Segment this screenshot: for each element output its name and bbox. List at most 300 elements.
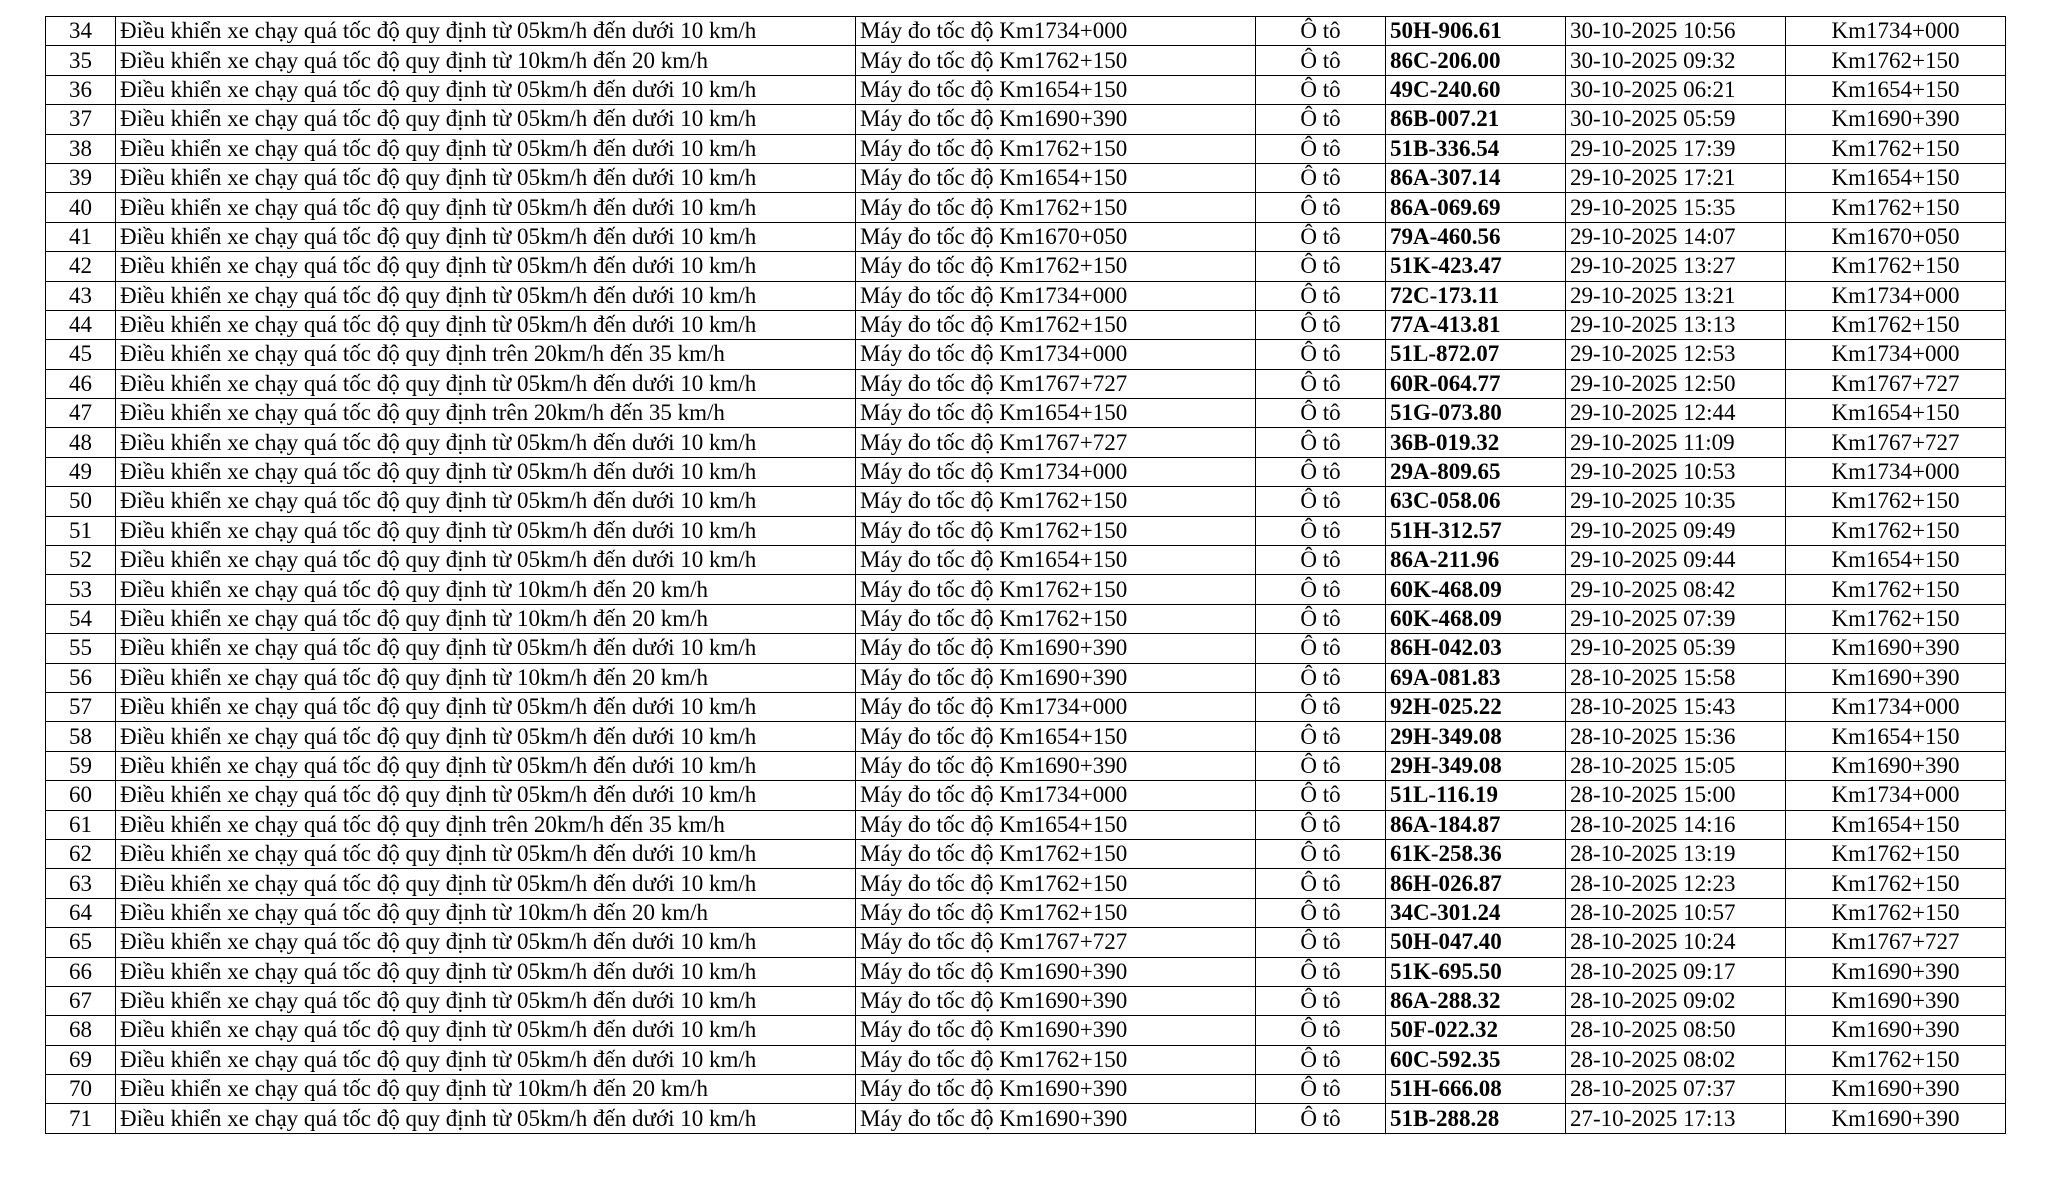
- row-number-cell: 42: [46, 252, 116, 281]
- vehicle-type-cell: Ô tô: [1256, 516, 1386, 545]
- violation-time-cell: 28-10-2025 15:05: [1566, 751, 1786, 780]
- license-plate-cell: 86H-026.87: [1386, 869, 1566, 898]
- table-row: [46, 692, 2006, 721]
- violation-time-cell: 28-10-2025 10:57: [1566, 898, 1786, 927]
- violation-location-cell: Km1690+390: [1786, 957, 2006, 986]
- vehicle-type-cell: Ô tô: [1256, 692, 1386, 721]
- license-plate-cell: 50H-906.61: [1386, 17, 1566, 46]
- detection-device-cell: Máy đo tốc độ Km1734+000: [856, 781, 1256, 810]
- license-plate-cell: 29H-349.08: [1386, 751, 1566, 780]
- vehicle-type-cell: Ô tô: [1256, 839, 1386, 868]
- violation-description-cell: Điều khiển xe chạy quá tốc độ quy định từ 05km/h đến dưới 10 km/h: [116, 487, 856, 516]
- detection-device-cell: Máy đo tốc độ Km1762+150: [856, 310, 1256, 339]
- row-number-cell: 46: [46, 369, 116, 398]
- vehicle-type-cell: Ô tô: [1256, 46, 1386, 75]
- row-number-cell: 49: [46, 457, 116, 486]
- table-row: [46, 457, 2006, 486]
- detection-device-cell: Máy đo tốc độ Km1762+150: [856, 1045, 1256, 1074]
- violation-time-cell: 28-10-2025 09:17: [1566, 957, 1786, 986]
- license-plate-cell: 86A-069.69: [1386, 193, 1566, 222]
- table-row: [46, 252, 2006, 281]
- violation-description-cell: Điều khiển xe chạy quá tốc độ quy định từ 05km/h đến dưới 10 km/h: [116, 369, 856, 398]
- license-plate-cell: 51G-073.80: [1386, 399, 1566, 428]
- violation-location-cell: Km1767+727: [1786, 369, 2006, 398]
- row-number-cell: 45: [46, 340, 116, 369]
- violation-time-cell: 29-10-2025 13:21: [1566, 281, 1786, 310]
- violation-description-cell: Điều khiển xe chạy quá tốc độ quy định trên 20km/h đến 35 km/h: [116, 810, 856, 839]
- violation-time-cell: 27-10-2025 17:13: [1566, 1104, 1786, 1133]
- violation-location-cell: Km1762+150: [1786, 575, 2006, 604]
- vehicle-type-cell: Ô tô: [1256, 986, 1386, 1015]
- violation-location-cell: Km1690+390: [1786, 663, 2006, 692]
- table-row: [46, 281, 2006, 310]
- detection-device-cell: Máy đo tốc độ Km1690+390: [856, 751, 1256, 780]
- vehicle-type-cell: Ô tô: [1256, 898, 1386, 927]
- violation-description-cell: Điều khiển xe chạy quá tốc độ quy định từ 10km/h đến 20 km/h: [116, 604, 856, 633]
- violation-time-cell: 30-10-2025 10:56: [1566, 17, 1786, 46]
- violation-time-cell: 28-10-2025 15:58: [1566, 663, 1786, 692]
- detection-device-cell: Máy đo tốc độ Km1762+150: [856, 604, 1256, 633]
- violation-time-cell: 29-10-2025 15:35: [1566, 193, 1786, 222]
- violation-time-cell: 29-10-2025 09:49: [1566, 516, 1786, 545]
- license-plate-cell: 49C-240.60: [1386, 75, 1566, 104]
- table-row: [46, 663, 2006, 692]
- table-row: [46, 1045, 2006, 1074]
- violation-description-cell: Điều khiển xe chạy quá tốc độ quy định từ 05km/h đến dưới 10 km/h: [116, 252, 856, 281]
- vehicle-type-cell: Ô tô: [1256, 1075, 1386, 1104]
- violation-description-cell: Điều khiển xe chạy quá tốc độ quy định từ 05km/h đến dưới 10 km/h: [116, 546, 856, 575]
- vehicle-type-cell: Ô tô: [1256, 193, 1386, 222]
- vehicle-type-cell: Ô tô: [1256, 75, 1386, 104]
- detection-device-cell: Máy đo tốc độ Km1690+390: [856, 105, 1256, 134]
- violation-time-cell: 28-10-2025 14:16: [1566, 810, 1786, 839]
- violation-location-cell: Km1762+150: [1786, 134, 2006, 163]
- violation-description-cell: Điều khiển xe chạy quá tốc độ quy định từ 05km/h đến dưới 10 km/h: [116, 986, 856, 1015]
- table-row: [46, 369, 2006, 398]
- violation-description-cell: Điều khiển xe chạy quá tốc độ quy định từ 05km/h đến dưới 10 km/h: [116, 428, 856, 457]
- violation-time-cell: 30-10-2025 09:32: [1566, 46, 1786, 75]
- detection-device-cell: Máy đo tốc độ Km1690+390: [856, 1104, 1256, 1133]
- violation-location-cell: Km1690+390: [1786, 1104, 2006, 1133]
- table-row: [46, 340, 2006, 369]
- license-plate-cell: 51K-695.50: [1386, 957, 1566, 986]
- row-number-cell: 56: [46, 663, 116, 692]
- violation-time-cell: 29-10-2025 12:50: [1566, 369, 1786, 398]
- license-plate-cell: 50H-047.40: [1386, 928, 1566, 957]
- table-row: [46, 546, 2006, 575]
- table-row: [46, 986, 2006, 1015]
- detection-device-cell: Máy đo tốc độ Km1762+150: [856, 869, 1256, 898]
- violation-description-cell: Điều khiển xe chạy quá tốc độ quy định từ 05km/h đến dưới 10 km/h: [116, 839, 856, 868]
- violation-location-cell: Km1762+150: [1786, 869, 2006, 898]
- license-plate-cell: 51L-872.07: [1386, 340, 1566, 369]
- violation-description-cell: Điều khiển xe chạy quá tốc độ quy định từ 10km/h đến 20 km/h: [116, 898, 856, 927]
- row-number-cell: 39: [46, 163, 116, 192]
- row-number-cell: 70: [46, 1075, 116, 1104]
- vehicle-type-cell: Ô tô: [1256, 340, 1386, 369]
- violation-location-cell: Km1762+150: [1786, 1045, 2006, 1074]
- table-row: [46, 105, 2006, 134]
- violation-time-cell: 29-10-2025 09:44: [1566, 546, 1786, 575]
- row-number-cell: 67: [46, 986, 116, 1015]
- violation-description-cell: Điều khiển xe chạy quá tốc độ quy định từ 05km/h đến dưới 10 km/h: [116, 281, 856, 310]
- table-row: [46, 781, 2006, 810]
- violation-description-cell: Điều khiển xe chạy quá tốc độ quy định từ 10km/h đến 20 km/h: [116, 46, 856, 75]
- violation-location-cell: Km1654+150: [1786, 75, 2006, 104]
- table-row: [46, 487, 2006, 516]
- vehicle-type-cell: Ô tô: [1256, 369, 1386, 398]
- license-plate-cell: 79A-460.56: [1386, 222, 1566, 251]
- violation-location-cell: Km1762+150: [1786, 898, 2006, 927]
- violation-time-cell: 28-10-2025 12:23: [1566, 869, 1786, 898]
- vehicle-type-cell: Ô tô: [1256, 1016, 1386, 1045]
- vehicle-type-cell: Ô tô: [1256, 134, 1386, 163]
- license-plate-cell: 60C-592.35: [1386, 1045, 1566, 1074]
- table-row: [46, 17, 2006, 46]
- detection-device-cell: Máy đo tốc độ Km1654+150: [856, 399, 1256, 428]
- violation-location-cell: Km1690+390: [1786, 1016, 2006, 1045]
- table-row: [46, 310, 2006, 339]
- violation-location-cell: Km1654+150: [1786, 399, 2006, 428]
- violation-description-cell: Điều khiển xe chạy quá tốc độ quy định từ 05km/h đến dưới 10 km/h: [116, 634, 856, 663]
- violation-description-cell: Điều khiển xe chạy quá tốc độ quy định từ 05km/h đến dưới 10 km/h: [116, 1045, 856, 1074]
- detection-device-cell: Máy đo tốc độ Km1654+150: [856, 810, 1256, 839]
- violation-time-cell: 29-10-2025 13:27: [1566, 252, 1786, 281]
- vehicle-type-cell: Ô tô: [1256, 428, 1386, 457]
- license-plate-cell: 51L-116.19: [1386, 781, 1566, 810]
- license-plate-cell: 51K-423.47: [1386, 252, 1566, 281]
- violation-location-cell: Km1654+150: [1786, 810, 2006, 839]
- row-number-cell: 53: [46, 575, 116, 604]
- violation-location-cell: Km1762+150: [1786, 516, 2006, 545]
- violation-time-cell: 29-10-2025 10:53: [1566, 457, 1786, 486]
- violation-location-cell: Km1767+727: [1786, 928, 2006, 957]
- detection-device-cell: Máy đo tốc độ Km1767+727: [856, 428, 1256, 457]
- row-number-cell: 40: [46, 193, 116, 222]
- violation-time-cell: 29-10-2025 10:35: [1566, 487, 1786, 516]
- violation-description-cell: Điều khiển xe chạy quá tốc độ quy định từ 05km/h đến dưới 10 km/h: [116, 869, 856, 898]
- table-row: [46, 869, 2006, 898]
- license-plate-cell: 29A-809.65: [1386, 457, 1566, 486]
- license-plate-cell: 50F-022.32: [1386, 1016, 1566, 1045]
- violation-location-cell: Km1654+150: [1786, 546, 2006, 575]
- vehicle-type-cell: Ô tô: [1256, 310, 1386, 339]
- violation-time-cell: 29-10-2025 11:09: [1566, 428, 1786, 457]
- violation-location-cell: Km1690+390: [1786, 986, 2006, 1015]
- license-plate-cell: 86B-007.21: [1386, 105, 1566, 134]
- detection-device-cell: Máy đo tốc độ Km1762+150: [856, 193, 1256, 222]
- violation-time-cell: 28-10-2025 08:02: [1566, 1045, 1786, 1074]
- row-number-cell: 41: [46, 222, 116, 251]
- row-number-cell: 37: [46, 105, 116, 134]
- detection-device-cell: Máy đo tốc độ Km1767+727: [856, 928, 1256, 957]
- license-plate-cell: 92H-025.22: [1386, 692, 1566, 721]
- violation-location-cell: Km1670+050: [1786, 222, 2006, 251]
- violation-description-cell: Điều khiển xe chạy quá tốc độ quy định từ 05km/h đến dưới 10 km/h: [116, 193, 856, 222]
- row-number-cell: 66: [46, 957, 116, 986]
- license-plate-cell: 60K-468.09: [1386, 604, 1566, 633]
- row-number-cell: 38: [46, 134, 116, 163]
- violation-time-cell: 28-10-2025 13:19: [1566, 839, 1786, 868]
- table-row: [46, 1016, 2006, 1045]
- detection-device-cell: Máy đo tốc độ Km1767+727: [856, 369, 1256, 398]
- table-row: [46, 751, 2006, 780]
- violation-time-cell: 28-10-2025 10:24: [1566, 928, 1786, 957]
- table-row: [46, 163, 2006, 192]
- violation-description-cell: Điều khiển xe chạy quá tốc độ quy định trên 20km/h đến 35 km/h: [116, 340, 856, 369]
- row-number-cell: 69: [46, 1045, 116, 1074]
- detection-device-cell: Máy đo tốc độ Km1734+000: [856, 692, 1256, 721]
- row-number-cell: 43: [46, 281, 116, 310]
- violation-time-cell: 28-10-2025 15:36: [1566, 722, 1786, 751]
- violation-time-cell: 30-10-2025 06:21: [1566, 75, 1786, 104]
- vehicle-type-cell: Ô tô: [1256, 869, 1386, 898]
- violation-description-cell: Điều khiển xe chạy quá tốc độ quy định từ 05km/h đến dưới 10 km/h: [116, 751, 856, 780]
- row-number-cell: 52: [46, 546, 116, 575]
- license-plate-cell: 51B-336.54: [1386, 134, 1566, 163]
- table-row: [46, 604, 2006, 633]
- violation-time-cell: 29-10-2025 07:39: [1566, 604, 1786, 633]
- table-row: [46, 722, 2006, 751]
- violation-description-cell: Điều khiển xe chạy quá tốc độ quy định từ 05km/h đến dưới 10 km/h: [116, 105, 856, 134]
- table-row: [46, 75, 2006, 104]
- detection-device-cell: Máy đo tốc độ Km1734+000: [856, 17, 1256, 46]
- table-row: [46, 428, 2006, 457]
- table-row: [46, 810, 2006, 839]
- violation-description-cell: Điều khiển xe chạy quá tốc độ quy định từ 10km/h đến 20 km/h: [116, 663, 856, 692]
- license-plate-cell: 69A-081.83: [1386, 663, 1566, 692]
- vehicle-type-cell: Ô tô: [1256, 957, 1386, 986]
- license-plate-cell: 36B-019.32: [1386, 428, 1566, 457]
- row-number-cell: 65: [46, 928, 116, 957]
- violation-description-cell: Điều khiển xe chạy quá tốc độ quy định từ 10km/h đến 20 km/h: [116, 575, 856, 604]
- violation-description-cell: Điều khiển xe chạy quá tốc độ quy định từ 05km/h đến dưới 10 km/h: [116, 222, 856, 251]
- detection-device-cell: Máy đo tốc độ Km1762+150: [856, 898, 1256, 927]
- detection-device-cell: Máy đo tốc độ Km1690+390: [856, 1075, 1256, 1104]
- license-plate-cell: 86A-307.14: [1386, 163, 1566, 192]
- row-number-cell: 59: [46, 751, 116, 780]
- row-number-cell: 61: [46, 810, 116, 839]
- license-plate-cell: 60R-064.77: [1386, 369, 1566, 398]
- table-row: [46, 46, 2006, 75]
- vehicle-type-cell: Ô tô: [1256, 17, 1386, 46]
- row-number-cell: 63: [46, 869, 116, 898]
- violation-location-cell: Km1734+000: [1786, 692, 2006, 721]
- violation-location-cell: Km1654+150: [1786, 722, 2006, 751]
- violation-time-cell: 29-10-2025 17:21: [1566, 163, 1786, 192]
- violation-time-cell: 28-10-2025 07:37: [1566, 1075, 1786, 1104]
- row-number-cell: 64: [46, 898, 116, 927]
- detection-device-cell: Máy đo tốc độ Km1690+390: [856, 663, 1256, 692]
- license-plate-cell: 86A-211.96: [1386, 546, 1566, 575]
- row-number-cell: 71: [46, 1104, 116, 1133]
- violation-time-cell: 29-10-2025 14:07: [1566, 222, 1786, 251]
- table-row: [46, 898, 2006, 927]
- license-plate-cell: 61K-258.36: [1386, 839, 1566, 868]
- vehicle-type-cell: Ô tô: [1256, 1104, 1386, 1133]
- detection-device-cell: Máy đo tốc độ Km1690+390: [856, 1016, 1256, 1045]
- row-number-cell: 57: [46, 692, 116, 721]
- violation-location-cell: Km1690+390: [1786, 634, 2006, 663]
- vehicle-type-cell: Ô tô: [1256, 105, 1386, 134]
- table-row: [46, 134, 2006, 163]
- violation-time-cell: 29-10-2025 05:39: [1566, 634, 1786, 663]
- table-row: [46, 516, 2006, 545]
- row-number-cell: 51: [46, 516, 116, 545]
- detection-device-cell: Máy đo tốc độ Km1762+150: [856, 516, 1256, 545]
- violation-description-cell: Điều khiển xe chạy quá tốc độ quy định từ 05km/h đến dưới 10 km/h: [116, 134, 856, 163]
- vehicle-type-cell: Ô tô: [1256, 604, 1386, 633]
- detection-device-cell: Máy đo tốc độ Km1654+150: [856, 75, 1256, 104]
- detection-device-cell: Máy đo tốc độ Km1654+150: [856, 546, 1256, 575]
- vehicle-type-cell: Ô tô: [1256, 663, 1386, 692]
- table-row: [46, 957, 2006, 986]
- detection-device-cell: Máy đo tốc độ Km1762+150: [856, 46, 1256, 75]
- violation-location-cell: Km1767+727: [1786, 428, 2006, 457]
- violation-location-cell: Km1762+150: [1786, 487, 2006, 516]
- vehicle-type-cell: Ô tô: [1256, 1045, 1386, 1074]
- violation-location-cell: Km1762+150: [1786, 46, 2006, 75]
- violation-location-cell: Km1654+150: [1786, 163, 2006, 192]
- vehicle-type-cell: Ô tô: [1256, 252, 1386, 281]
- vehicle-type-cell: Ô tô: [1256, 546, 1386, 575]
- violation-location-cell: Km1734+000: [1786, 17, 2006, 46]
- vehicle-type-cell: Ô tô: [1256, 810, 1386, 839]
- row-number-cell: 54: [46, 604, 116, 633]
- table-row: [46, 1075, 2006, 1104]
- detection-device-cell: Máy đo tốc độ Km1762+150: [856, 134, 1256, 163]
- license-plate-cell: 51H-666.08: [1386, 1075, 1566, 1104]
- license-plate-cell: 34C-301.24: [1386, 898, 1566, 927]
- table-row: [46, 1104, 2006, 1133]
- violation-description-cell: Điều khiển xe chạy quá tốc độ quy định từ 05km/h đến dưới 10 km/h: [116, 692, 856, 721]
- detection-device-cell: Máy đo tốc độ Km1690+390: [856, 634, 1256, 663]
- violation-time-cell: 29-10-2025 12:44: [1566, 399, 1786, 428]
- violation-description-cell: Điều khiển xe chạy quá tốc độ quy định từ 05km/h đến dưới 10 km/h: [116, 1104, 856, 1133]
- license-plate-cell: 86A-288.32: [1386, 986, 1566, 1015]
- table-row: [46, 575, 2006, 604]
- row-number-cell: 60: [46, 781, 116, 810]
- table-row: [46, 839, 2006, 868]
- violation-time-cell: 28-10-2025 08:50: [1566, 1016, 1786, 1045]
- violation-location-cell: Km1762+150: [1786, 310, 2006, 339]
- detection-device-cell: Máy đo tốc độ Km1690+390: [856, 957, 1256, 986]
- violation-location-cell: Km1762+150: [1786, 252, 2006, 281]
- license-plate-cell: 51B-288.28: [1386, 1104, 1566, 1133]
- violation-location-cell: Km1734+000: [1786, 340, 2006, 369]
- violation-description-cell: Điều khiển xe chạy quá tốc độ quy định từ 05km/h đến dưới 10 km/h: [116, 75, 856, 104]
- detection-device-cell: Máy đo tốc độ Km1762+150: [856, 839, 1256, 868]
- row-number-cell: 36: [46, 75, 116, 104]
- table-row: [46, 222, 2006, 251]
- violation-time-cell: 28-10-2025 15:00: [1566, 781, 1786, 810]
- license-plate-cell: 72C-173.11: [1386, 281, 1566, 310]
- violation-location-cell: Km1762+150: [1786, 604, 2006, 633]
- violation-description-cell: Điều khiển xe chạy quá tốc độ quy định từ 10km/h đến 20 km/h: [116, 1075, 856, 1104]
- row-number-cell: 68: [46, 1016, 116, 1045]
- row-number-cell: 47: [46, 399, 116, 428]
- detection-device-cell: Máy đo tốc độ Km1762+150: [856, 575, 1256, 604]
- row-number-cell: 34: [46, 17, 116, 46]
- detection-device-cell: Máy đo tốc độ Km1734+000: [856, 281, 1256, 310]
- license-plate-cell: 29H-349.08: [1386, 722, 1566, 751]
- violation-location-cell: Km1762+150: [1786, 839, 2006, 868]
- detection-device-cell: Máy đo tốc độ Km1690+390: [856, 986, 1256, 1015]
- violation-time-cell: 28-10-2025 09:02: [1566, 986, 1786, 1015]
- license-plate-cell: 51H-312.57: [1386, 516, 1566, 545]
- row-number-cell: 58: [46, 722, 116, 751]
- violation-time-cell: 29-10-2025 12:53: [1566, 340, 1786, 369]
- detection-device-cell: Máy đo tốc độ Km1762+150: [856, 252, 1256, 281]
- vehicle-type-cell: Ô tô: [1256, 222, 1386, 251]
- vehicle-type-cell: Ô tô: [1256, 575, 1386, 604]
- violation-description-cell: Điều khiển xe chạy quá tốc độ quy định từ 05km/h đến dưới 10 km/h: [116, 928, 856, 957]
- detection-device-cell: Máy đo tốc độ Km1670+050: [856, 222, 1256, 251]
- row-number-cell: 48: [46, 428, 116, 457]
- violation-description-cell: Điều khiển xe chạy quá tốc độ quy định từ 05km/h đến dưới 10 km/h: [116, 457, 856, 486]
- table-row: [46, 634, 2006, 663]
- table-row: [46, 193, 2006, 222]
- violation-location-cell: Km1690+390: [1786, 751, 2006, 780]
- vehicle-type-cell: Ô tô: [1256, 457, 1386, 486]
- row-number-cell: 44: [46, 310, 116, 339]
- detection-device-cell: Máy đo tốc độ Km1654+150: [856, 722, 1256, 751]
- row-number-cell: 55: [46, 634, 116, 663]
- violation-description-cell: Điều khiển xe chạy quá tốc độ quy định từ 05km/h đến dưới 10 km/h: [116, 957, 856, 986]
- violation-location-cell: Km1734+000: [1786, 781, 2006, 810]
- violation-location-cell: Km1762+150: [1786, 193, 2006, 222]
- row-number-cell: 62: [46, 839, 116, 868]
- detection-device-cell: Máy đo tốc độ Km1734+000: [856, 457, 1256, 486]
- violation-location-cell: Km1690+390: [1786, 105, 2006, 134]
- license-plate-cell: 63C-058.06: [1386, 487, 1566, 516]
- vehicle-type-cell: Ô tô: [1256, 722, 1386, 751]
- violation-location-cell: Km1734+000: [1786, 457, 2006, 486]
- vehicle-type-cell: Ô tô: [1256, 634, 1386, 663]
- violation-description-cell: Điều khiển xe chạy quá tốc độ quy định từ 05km/h đến dưới 10 km/h: [116, 1016, 856, 1045]
- violations-table: [45, 16, 2006, 1134]
- row-number-cell: 35: [46, 46, 116, 75]
- violation-description-cell: Điều khiển xe chạy quá tốc độ quy định từ 05km/h đến dưới 10 km/h: [116, 516, 856, 545]
- vehicle-type-cell: Ô tô: [1256, 751, 1386, 780]
- license-plate-cell: 86H-042.03: [1386, 634, 1566, 663]
- row-number-cell: 50: [46, 487, 116, 516]
- violation-time-cell: 30-10-2025 05:59: [1566, 105, 1786, 134]
- violation-description-cell: Điều khiển xe chạy quá tốc độ quy định trên 20km/h đến 35 km/h: [116, 399, 856, 428]
- violation-description-cell: Điều khiển xe chạy quá tốc độ quy định từ 05km/h đến dưới 10 km/h: [116, 781, 856, 810]
- vehicle-type-cell: Ô tô: [1256, 781, 1386, 810]
- vehicle-type-cell: Ô tô: [1256, 487, 1386, 516]
- vehicle-type-cell: Ô tô: [1256, 281, 1386, 310]
- violation-time-cell: 29-10-2025 08:42: [1566, 575, 1786, 604]
- violation-time-cell: 29-10-2025 17:39: [1566, 134, 1786, 163]
- violation-description-cell: Điều khiển xe chạy quá tốc độ quy định từ 05km/h đến dưới 10 km/h: [116, 722, 856, 751]
- detection-device-cell: Máy đo tốc độ Km1654+150: [856, 163, 1256, 192]
- violation-time-cell: 29-10-2025 13:13: [1566, 310, 1786, 339]
- vehicle-type-cell: Ô tô: [1256, 163, 1386, 192]
- license-plate-cell: 77A-413.81: [1386, 310, 1566, 339]
- violation-location-cell: Km1690+390: [1786, 1075, 2006, 1104]
- violation-time-cell: 28-10-2025 15:43: [1566, 692, 1786, 721]
- violation-description-cell: Điều khiển xe chạy quá tốc độ quy định từ 05km/h đến dưới 10 km/h: [116, 310, 856, 339]
- vehicle-type-cell: Ô tô: [1256, 928, 1386, 957]
- detection-device-cell: Máy đo tốc độ Km1762+150: [856, 487, 1256, 516]
- vehicle-type-cell: Ô tô: [1256, 399, 1386, 428]
- table-body: [46, 17, 2006, 1134]
- license-plate-cell: 86C-206.00: [1386, 46, 1566, 75]
- violation-description-cell: Điều khiển xe chạy quá tốc độ quy định từ 05km/h đến dưới 10 km/h: [116, 163, 856, 192]
- license-plate-cell: 86A-184.87: [1386, 810, 1566, 839]
